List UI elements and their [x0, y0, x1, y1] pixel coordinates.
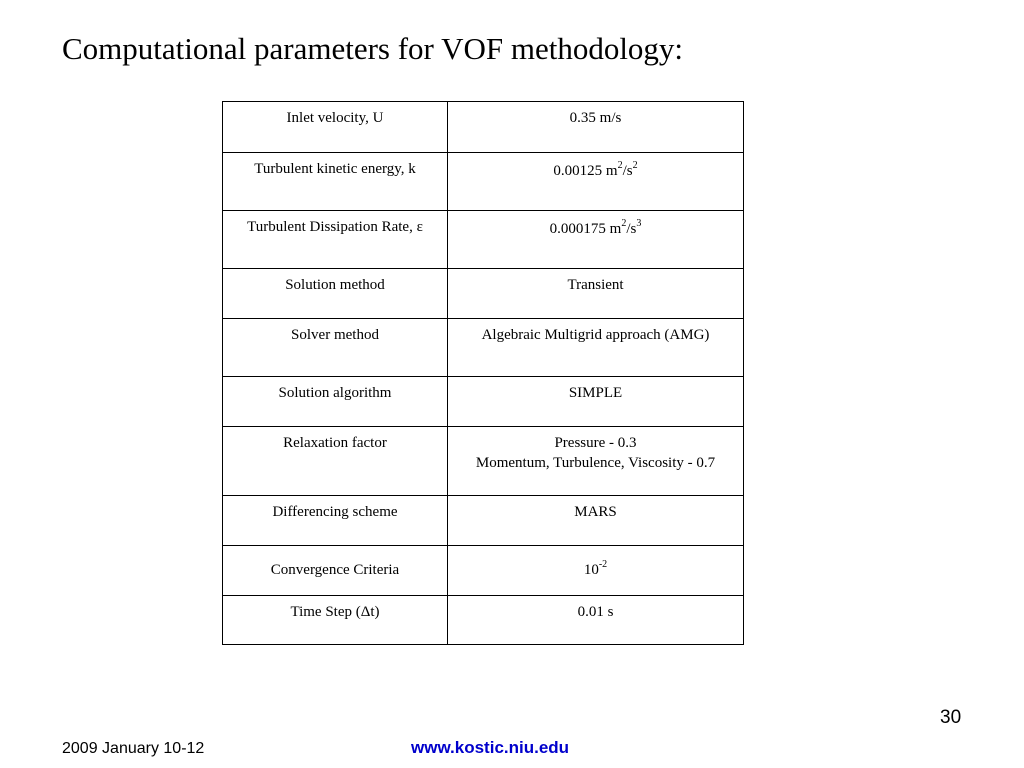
param-cell: Time Step (Δt) [223, 596, 448, 645]
superscript: 2 [621, 218, 627, 229]
table-row [223, 319, 744, 377]
table-row [223, 269, 744, 319]
param-cell: Turbulent Dissipation Rate, ε [223, 211, 448, 269]
value-cell [448, 153, 744, 211]
value-text: 10 [583, 562, 599, 578]
value-text: /s [622, 163, 633, 179]
table-row [223, 153, 744, 211]
value-line: Pressure - 0.3 [554, 435, 637, 451]
param-cell: Relaxation factor [223, 427, 448, 496]
value-cell: 0.01 s [448, 596, 744, 645]
superscript: -2 [598, 559, 608, 570]
value-cell [448, 546, 744, 596]
table-row [223, 596, 744, 645]
value-cell: 0.35 m/s [448, 102, 744, 153]
slide-title: Computational parameters for VOF methodology: [62, 31, 684, 66]
parameters-table [222, 101, 744, 645]
footer-date: 2009 January 10-12 [62, 740, 205, 757]
superscript: 3 [636, 218, 642, 229]
value-cell: MARS [448, 496, 744, 546]
table-row [223, 496, 744, 546]
value-text: /s [626, 221, 637, 237]
value-cell: Transient [448, 269, 744, 319]
value-text: 0.00125 m [553, 163, 618, 179]
param-cell: Differencing scheme [223, 496, 448, 546]
value-text: 0.000175 m [549, 221, 622, 237]
table-row [223, 211, 744, 269]
param-cell: Solver method [223, 319, 448, 377]
param-cell: Solution algorithm [223, 377, 448, 427]
footer-url-link[interactable]: www.kostic.niu.edu [411, 738, 570, 757]
param-cell: Turbulent kinetic energy, k [223, 153, 448, 211]
table-row [223, 427, 744, 496]
value-cell [448, 211, 744, 269]
table-row [223, 546, 744, 596]
table-row [223, 102, 744, 153]
table-row [223, 377, 744, 427]
superscript: 2 [632, 160, 638, 171]
superscript: 2 [617, 160, 623, 171]
param-cell: Convergence Criteria [223, 546, 448, 596]
value-cell: Algebraic Multigrid approach (AMG) [448, 319, 744, 377]
param-cell: Inlet velocity, U [223, 102, 448, 153]
value-cell: SIMPLE [448, 377, 744, 427]
page-number: 30 [940, 707, 962, 728]
value-line: Momentum, Turbulence, Viscosity - 0.7 [475, 455, 716, 471]
value-cell [448, 427, 744, 496]
param-cell: Solution method [223, 269, 448, 319]
